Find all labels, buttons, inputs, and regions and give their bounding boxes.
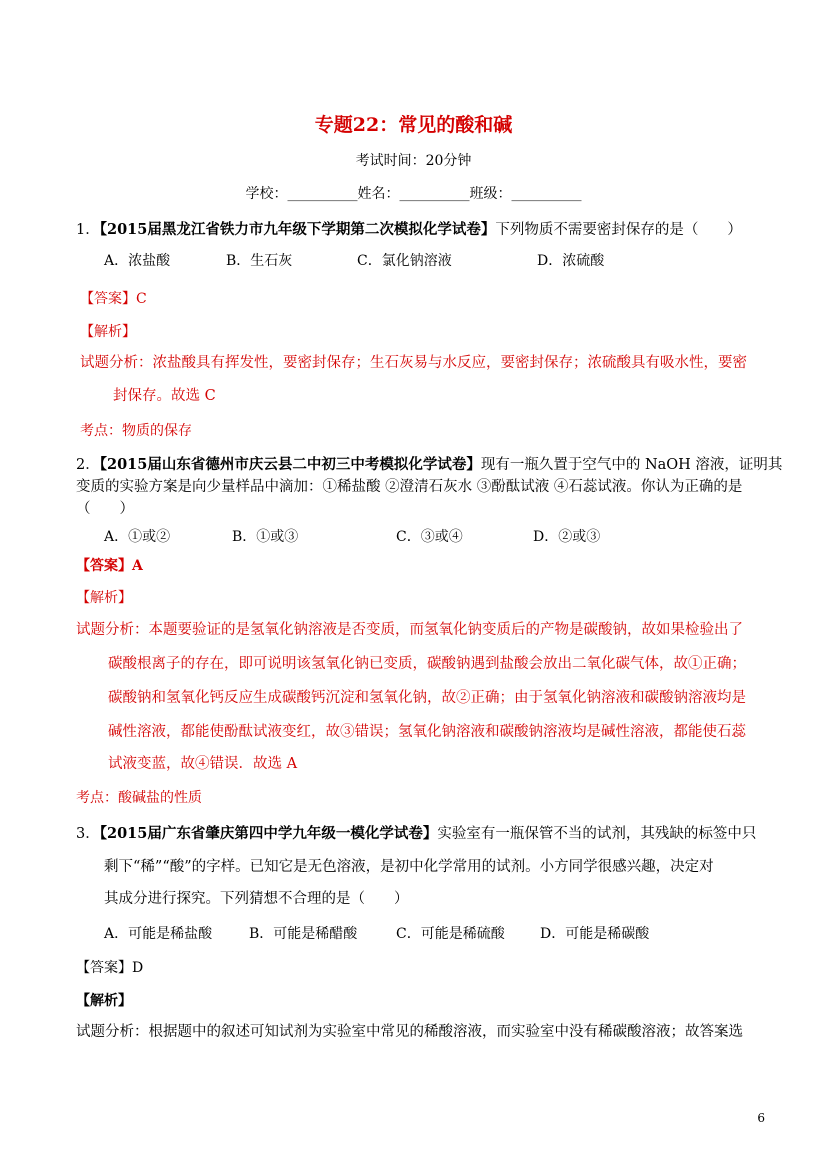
option-b: B．①或③ xyxy=(232,529,299,545)
analysis-line: 封保存。故选 C xyxy=(113,388,216,404)
option-b: B．可能是稀醋酸 xyxy=(249,926,358,942)
page-title: 专题22：常见的酸和碱 xyxy=(314,114,513,136)
question-number: 1． xyxy=(76,222,100,238)
analysis-label: 【解析】 xyxy=(80,324,136,340)
question-stem-line: 剩下“稀”“酸”的字样。已知它是无色溶液，是初中化学常用的试剂。小方同学很感兴趣，决定对 xyxy=(104,859,714,875)
option-a: A．浓盐酸 xyxy=(104,253,171,269)
analysis-label: 【解析】 xyxy=(76,993,132,1009)
option-d: D．浓硫酸 xyxy=(537,253,605,269)
question-stem: 下列物质不需要密封保存的是（ ） xyxy=(495,222,742,238)
option-c: C．可能是稀硫酸 xyxy=(396,926,505,942)
answer: 【答案】D xyxy=(76,960,144,976)
analysis-line: 碳酸根离子的存在，即可说明该氢氧化钠已变质，碳酸钠遇到盐酸会放出二氧化碳气体，故①正确； xyxy=(108,656,746,672)
analysis-line: 碳酸钠和氢氧化钙反应生成碳酸钙沉淀和氢氧化钠，故②正确；由于氢氧化钠溶液和碳酸钠溶液均是 xyxy=(108,690,746,706)
knowledge-point: 考点：酸碱盐的性质 xyxy=(76,790,202,806)
question-1 xyxy=(76,218,742,239)
question-source: 【2015届黑龙江省铁力市九年级下学期第二次模拟化学试卷】 xyxy=(99,221,496,238)
question-source: 【2015届山东省德州市庆云县二中初三中考模拟化学试卷】 xyxy=(99,456,481,473)
option-b: B．生石灰 xyxy=(226,253,293,269)
question-source: 【2015届广东省肇庆第四中学九年级一模化学试卷】 xyxy=(99,825,438,842)
question-stem: 实验室有一瓶保管不当的试剂，其残缺的标签中只 xyxy=(437,826,757,842)
analysis-line: 试题分析：浓盐酸具有挥发性，要密封保存；生石灰易与水反应，要密封保存；浓硫酸具有吸水性，要密 xyxy=(80,355,747,371)
option-c: C．氯化钠溶液 xyxy=(357,253,452,269)
option-d: D．②或③ xyxy=(533,529,601,545)
option-a: A．①或② xyxy=(104,529,171,545)
analysis-line: 碱性溶液，都能使酚酞试液变红，故③错误；氢氧化钠溶液和碳酸钠溶液均是碱性溶液，都能使石蕊 xyxy=(108,724,746,740)
question-2 xyxy=(76,453,782,474)
student-info: 学校：__________姓名：__________班级：__________ xyxy=(245,186,582,202)
question-stem-line: 变质的实验方案是向少量样品中滴加：①稀盐酸 ②澄清石灰水 ③酚酞试液 ④石蕊试液。你认为正确的是 xyxy=(76,479,743,495)
question-number: 2． xyxy=(76,457,100,473)
question-3 xyxy=(76,818,756,850)
option-c: C．③或④ xyxy=(396,529,463,545)
question-stem-line: （ ） xyxy=(76,501,134,517)
analysis-label: 【解析】 xyxy=(76,590,132,606)
option-d: D．可能是稀碳酸 xyxy=(540,926,650,942)
option-a: A．可能是稀盐酸 xyxy=(104,926,213,942)
analysis-line: 试题分析：根据题中的叙述可知试剂为实验室中常见的稀酸溶液，而实验室中没有稀碳酸溶液；故答案选 xyxy=(76,1024,743,1040)
exam-time: 考试时间：20分钟 xyxy=(355,153,472,169)
answer: 【答案】A xyxy=(76,558,143,574)
answer: 【答案】C xyxy=(80,291,147,307)
question-stem: 现有一瓶久置于空气中的 NaOH 溶液，证明其 xyxy=(480,457,783,473)
analysis-line: 试液变蓝，故④错误．故选 A xyxy=(108,756,298,772)
knowledge-point: 考点：物质的保存 xyxy=(80,423,192,439)
question-stem-line: 其成分进行探究。下列猜想不合理的是（ ） xyxy=(104,891,409,907)
analysis-line: 试题分析：本题要验证的是氢氧化钠溶液是否变质，而氢氧化钠变质后的产物是碳酸钠，故如果检验出了 xyxy=(76,622,743,638)
question-number: 3． xyxy=(76,826,100,842)
page-number: 6 xyxy=(757,1111,765,1125)
